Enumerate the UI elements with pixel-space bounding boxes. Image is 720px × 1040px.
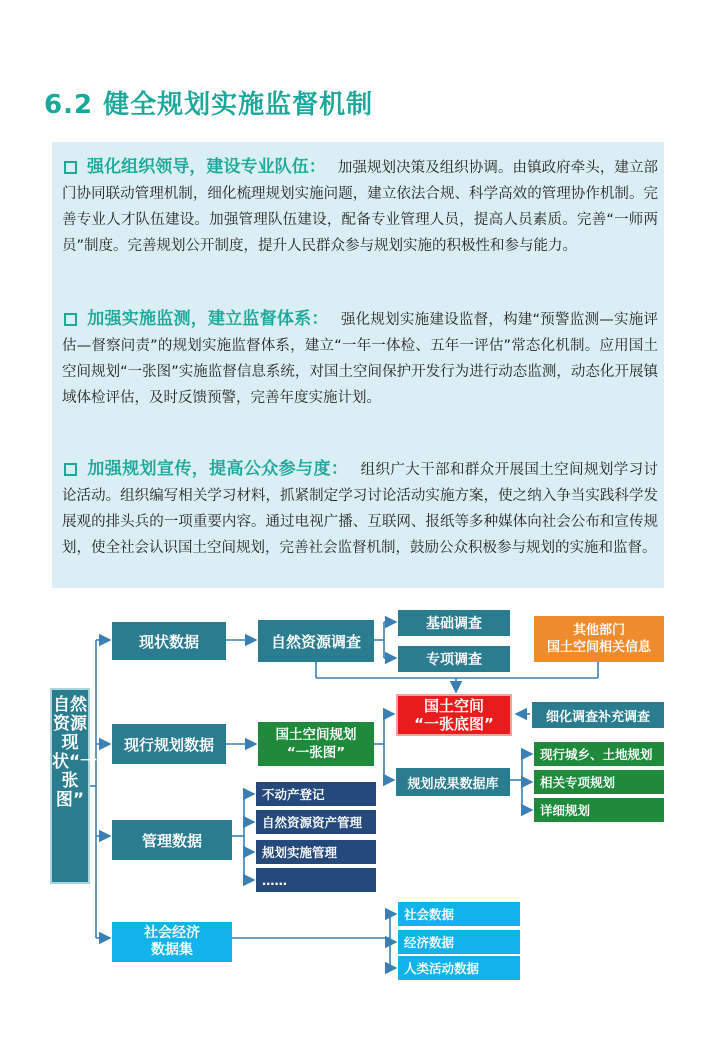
checkbox-bullet-icon [64,161,77,174]
current-plan-data-node: 现行规划数据 [112,724,226,764]
plan-map-node: 国土空间规划 “一张图” [258,722,374,766]
base-map-node: 国土空间 “一张底图” [396,694,512,736]
basic-survey-node: 基础调查 [398,610,510,636]
mgmt-item: 规划实施管理 [256,840,376,864]
detail-survey-node: 细化调查补充调查 [532,702,664,728]
checkbox-bullet-icon [64,463,77,476]
paragraph-heading: 加强规划宣传，提高公众参与度： [87,459,349,479]
data-structure-diagram [0,600,720,1020]
paragraph-text: 强化规划实施建设监督，构建“预警监测—实施评估—督察问责”的规划实施监督体系，建立“一年一体检、五年一评估”常态化机制。应用国土空间规划“一张图”实施监督信息系统，对国土空间保护开发行为进行动态监测，动态化开展镇域体检评估，及时反馈预警，完善年度实施计划。 [62,312,659,406]
paragraph-heading: 强化组织领导，建设专业队伍： [87,157,326,177]
socio-item: 社会数据 [398,902,520,926]
page-title: 6.2 健全规划实施监督机制 [44,90,374,120]
status-data-node: 现状数据 [112,622,226,660]
paragraph-monitoring [62,306,658,411]
mgmt-item: 自然资源资产管理 [256,810,376,834]
paragraph-publicity [62,456,658,561]
paragraph-organization [62,154,658,259]
socio-economic-node: 社会经济 数据集 [112,922,232,962]
checkbox-bullet-icon [64,313,77,326]
mgmt-item: …… [256,868,376,892]
natural-survey-node: 自然资源调查 [258,620,374,662]
mgmt-item: 不动产登记 [256,782,376,806]
root-node: 自然资源现状“一张图” [50,688,90,884]
paragraph-text: 加强规划决策及组织协调。由镇政府牵头，建立部门协同联动管理机制，细化梳理规划实施问题，建立依法合规、科学高效的管理协作机制。完善专业人才队伍建设。加强管理队伍建设，配备专业管理人员，提高人员素质。完善“一师两员”制度。完善规划公开制度，提升人民群众参与规划实施的积极性和参与能力。 [62,160,658,254]
other-department-node: 其他部门 国土空间相关信息 [534,616,664,662]
detailed-plan-node: 详细规划 [534,798,664,822]
plan-database-node: 规划成果数据库 [396,768,510,796]
related-plan-node: 相关专项规划 [534,770,664,794]
paragraph-text: 组织广大干部和群众开展国土空间规划学习讨论活动。组织编写相关学习材料，抓紧制定学习讨论活动实施方案，使之纳入争当实践科学发展观的排头兵的一项重要内容。通过电视广播、互联网、报纸等多种媒体向社会公布和宣传规划，使全社会认识国土空间规划，完善社会监督机制，鼓励公众积极参与规划的实施和监督。 [62,462,659,556]
special-survey-node: 专项调查 [398,646,510,672]
socio-item: 人类活动数据 [398,956,520,980]
socio-item: 经济数据 [398,930,520,954]
management-data-node: 管理数据 [112,820,232,860]
paragraph-heading: 加强实施监测，建立监督体系： [87,309,329,329]
urban-land-plan-node: 现行城乡、土地规划 [534,742,664,766]
